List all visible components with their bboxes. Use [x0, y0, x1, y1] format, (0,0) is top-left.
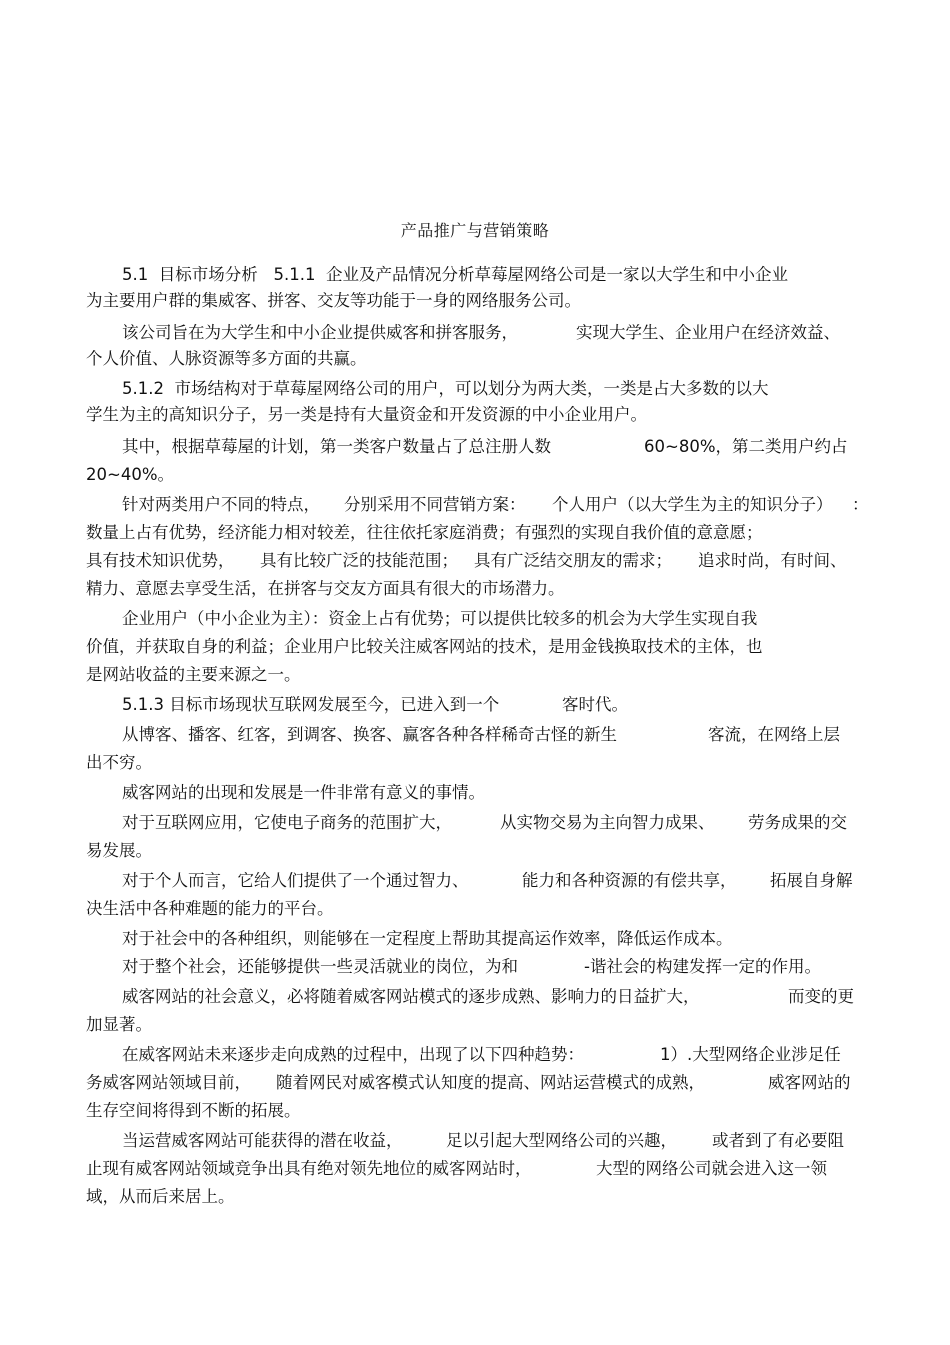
text-line: 对于社会中的各种组织，则能够在一定程度上帮助其提高运作效率，降低运作成本。 — [122, 929, 733, 948]
text-line: 1）.大型网络企业涉足任 — [660, 1045, 841, 1064]
document-title: 产品推广与营销策略 — [400, 221, 550, 240]
text-line: 客时代。 — [562, 695, 628, 714]
text-line: 个人用户（以大学生为主的知识分子） — [552, 495, 833, 514]
text-line: 是网站收益的主要来源之一。 — [86, 665, 301, 684]
text-line: 决生活中各种难题的能力的平台。 — [86, 899, 334, 918]
text-line: 精力、意愿去享受生活，在拼客与交友方面具有很大的市场潜力。 — [86, 579, 565, 598]
text-line: 随着网民对威客模式认知度的提高、网站运营模式的成熟， — [276, 1073, 705, 1092]
text-line: 对于互联网应用，它使电子商务的范围扩大， — [122, 813, 452, 832]
text-line: -谐社会的构建发挥一定的作用。 — [584, 957, 821, 976]
text-line: 加显著。 — [86, 1015, 152, 1034]
text-line: 从博客、播客、红客，到调客、换客、赢客各种各样稀奇古怪的新生 — [122, 725, 617, 744]
text-line: 分别采用不同营销方案： — [344, 495, 526, 514]
text-line: 该公司旨在为大学生和中小企业提供威客和拼客服务， — [122, 323, 518, 342]
text-line: ： — [852, 495, 869, 514]
text-line: 5.1.2 市场结构对于草莓屋网络公司的用户，可以划分为两大类，一类是占大多数的以大 — [122, 379, 769, 398]
text-line: 针对两类用户不同的特点， — [122, 495, 320, 514]
text-line: 当运营威客网站可能获得的潜在收益， — [122, 1131, 403, 1150]
text-line: 为主要用户群的集威客、拼客、交友等功能于一身的网络服务公司。 — [86, 291, 581, 310]
text-line: 拓展自身解 — [770, 871, 853, 890]
text-line: 对于整个社会，还能够提供一些灵活就业的岗位，为和 — [122, 957, 518, 976]
text-line: 威客网站的 — [768, 1073, 851, 1092]
text-line: 价值，并获取自身的利益；企业用户比较关注威客网站的技术，是用金钱换取技术的主体，也 — [86, 637, 763, 656]
text-line: 域，从而后来居上。 — [86, 1187, 235, 1206]
text-line: 实现大学生、企业用户在经济效益、 — [576, 323, 840, 342]
text-line: 对于个人而言，它给人们提供了一个通过智力、 — [122, 871, 469, 890]
text-line: 60~80%，第二类用户约占 — [644, 437, 848, 456]
text-line: 能力和各种资源的有偿共享， — [522, 871, 737, 890]
text-line: 威客网站的社会意义，必将随着威客网站模式的逐步成熟、影响力的日益扩大， — [122, 987, 700, 1006]
text-line: 具有技术知识优势， — [86, 551, 235, 570]
text-line: 企业用户（中小企业为主）：资金上占有优势；可以提供比较多的机会为大学生实现自我 — [122, 609, 758, 628]
text-line: 足以引起大型网络公司的兴趣， — [446, 1131, 677, 1150]
text-line: 20~40%。 — [86, 465, 174, 484]
text-line: 学生为主的高知识分子，另一类是持有大量资金和开发资源的中小企业用户。 — [86, 405, 647, 424]
text-line: 从实物交易为主向智力成果、 — [500, 813, 715, 832]
text-line: 务威客网站领域目前， — [86, 1073, 251, 1092]
text-line: 生存空间将得到不断的拓展。 — [86, 1101, 301, 1120]
text-line: 出不穷。 — [86, 753, 152, 772]
text-line: 易发展。 — [86, 841, 152, 860]
text-line: 5.1.3 目标市场现状互联网发展至今，已进入到一个 — [122, 695, 500, 714]
text-line: 劳务成果的交 — [748, 813, 847, 832]
text-line: 5.1 目标市场分析 5.1.1 企业及产品情况分析草莓屋网络公司是一家以大学生和中小企业 — [122, 265, 788, 284]
text-line: 而变的更 — [788, 987, 854, 1006]
text-line: 具有比较广泛的技能范围； — [260, 551, 458, 570]
text-line: 具有广泛结交朋友的需求； — [474, 551, 672, 570]
text-line: 其中，根据草莓屋的计划，第一类客户数量占了总注册人数 — [122, 437, 551, 456]
text-line: 个人价值、人脉资源等多方面的共赢。 — [86, 349, 367, 368]
text-line: 在威客网站未来逐步走向成熟的过程中，出现了以下四种趋势： — [122, 1045, 584, 1064]
text-line: 客流，在网络上层 — [708, 725, 840, 744]
text-line: 威客网站的出现和发展是一件非常有意义的事情。 — [122, 783, 485, 802]
text-line: 追求时尚，有时间、 — [698, 551, 847, 570]
text-line: 或者到了有必要阻 — [712, 1131, 844, 1150]
text-line: 大型的网络公司就会进入这一领 — [596, 1159, 827, 1178]
text-line: 数量上占有优势，经济能力相对较差，往往依托家庭消费；有强烈的实现自我价值的意意愿； — [86, 523, 763, 542]
text-line: 止现有威客网站领域竞争出具有绝对领先地位的威客网站时， — [86, 1159, 532, 1178]
